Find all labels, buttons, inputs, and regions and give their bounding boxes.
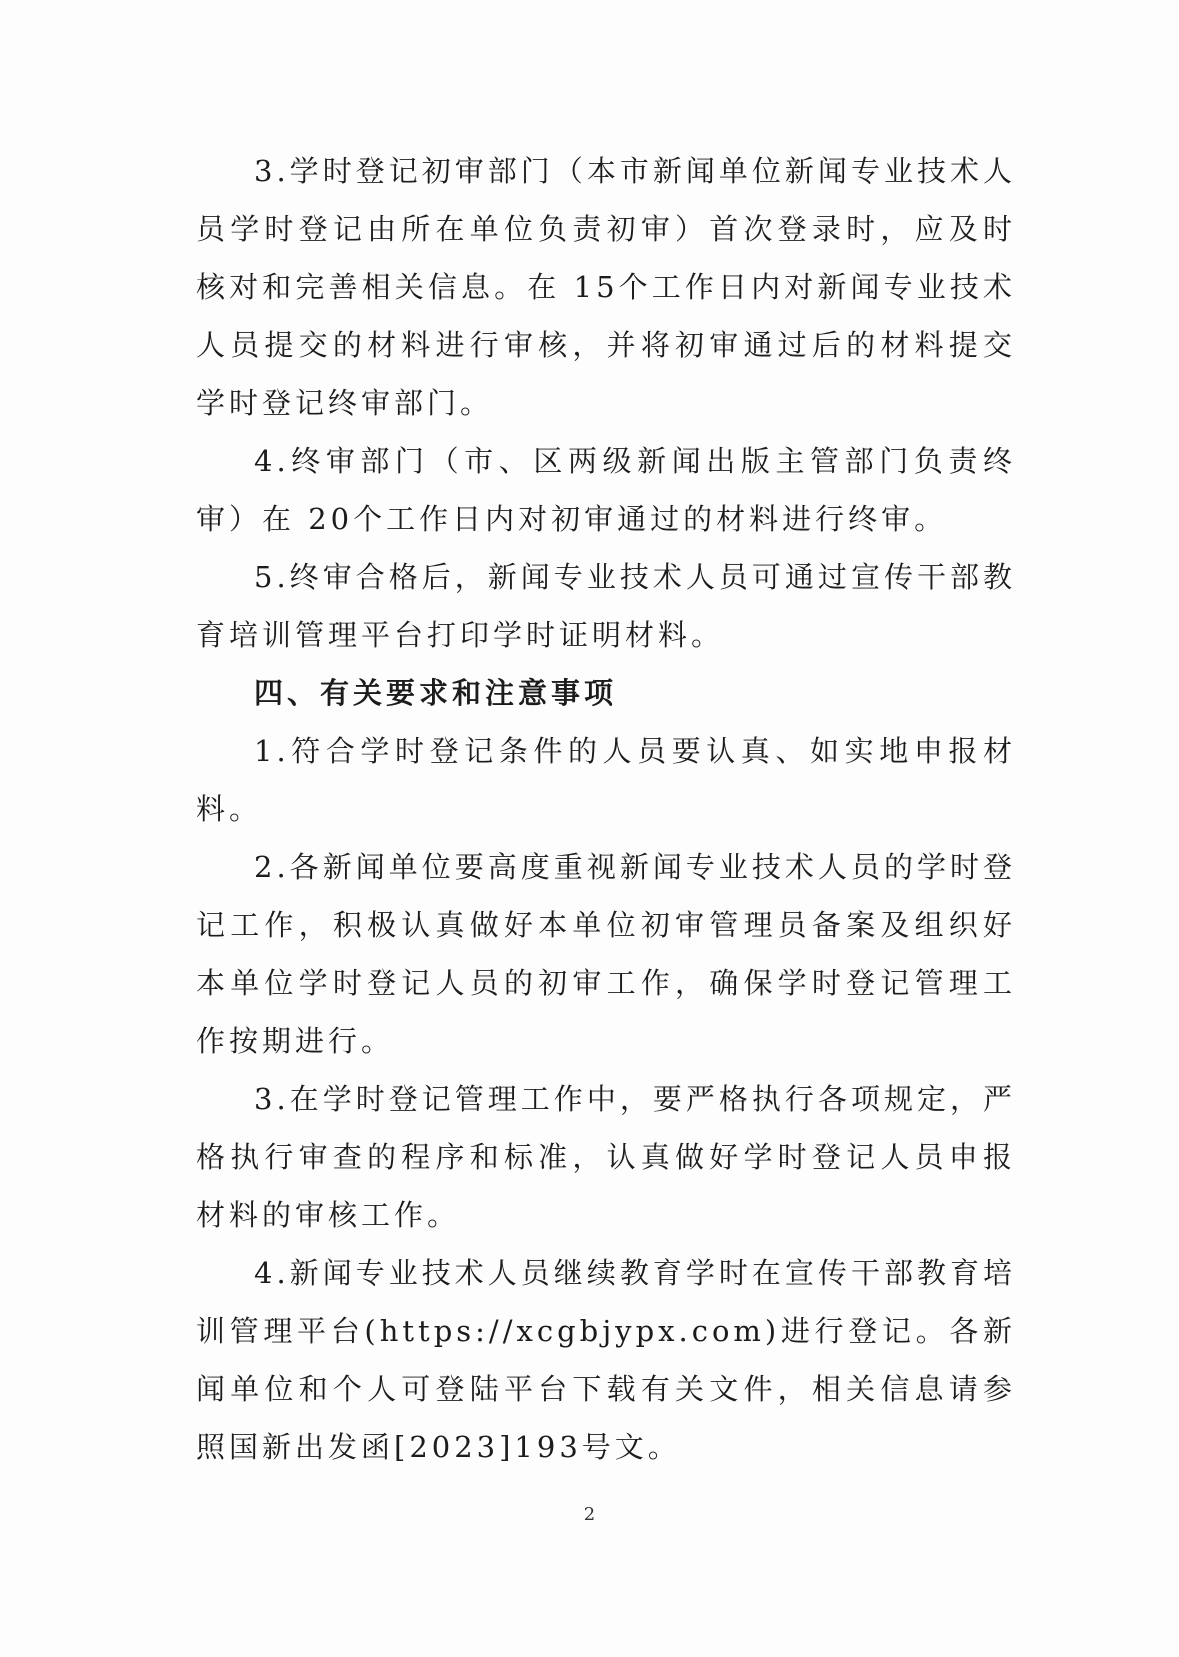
paragraph-review-initial: 3.学时登记初审部门（本市新闻单位新闻专业技术人员学时登记由所在单位负责初审）首次登录时，应及时核对和完善相关信息。在 15个工作日内对新闻专业技术人员提交的材料进行审核，并将初审通过后的材料提交学时登记终审部门。: [196, 154, 1016, 420]
section-heading: 四、有关要求和注意事项: [254, 676, 618, 710]
paragraph-requirement-1: 1.符合学时登记条件的人员要认真、如实地申报材料。: [196, 734, 1016, 826]
paragraph-requirement-3: 3.在学时登记管理工作中，要严格执行各项规定，严格执行审查的程序和标准，认真做好学时登记人员申报材料的审核工作。: [196, 1082, 1016, 1232]
paragraph-review-final: 4.终审部门（市、区两级新闻出版主管部门负责终审）在 20个工作日内对初审通过的材料进行终审。: [196, 444, 1016, 536]
paragraph-requirement-4: 4.新闻专业技术人员继续教育学时在宣传干部教育培训管理平台(https://xcgbjypx.com)进行登记。各新闻单位和个人可登陆平台下载有关文件，相关信息请参照国新出发函[2023]193号文。: [196, 1256, 1016, 1464]
paragraph-print-certificate: 5.终审合格后，新闻专业技术人员可通过宣传干部教育培训管理平台打印学时证明材料。: [196, 560, 1016, 652]
paragraph-requirement-2: 2.各新闻单位要高度重视新闻专业技术人员的学时登记工作，积极认真做好本单位初审管理员备案及组织好本单位学时登记人员的初审工作，确保学时登记管理工作按期进行。: [196, 850, 1016, 1058]
document-body: [196, 142, 1016, 1476]
page-number: 2: [583, 1504, 596, 1525]
